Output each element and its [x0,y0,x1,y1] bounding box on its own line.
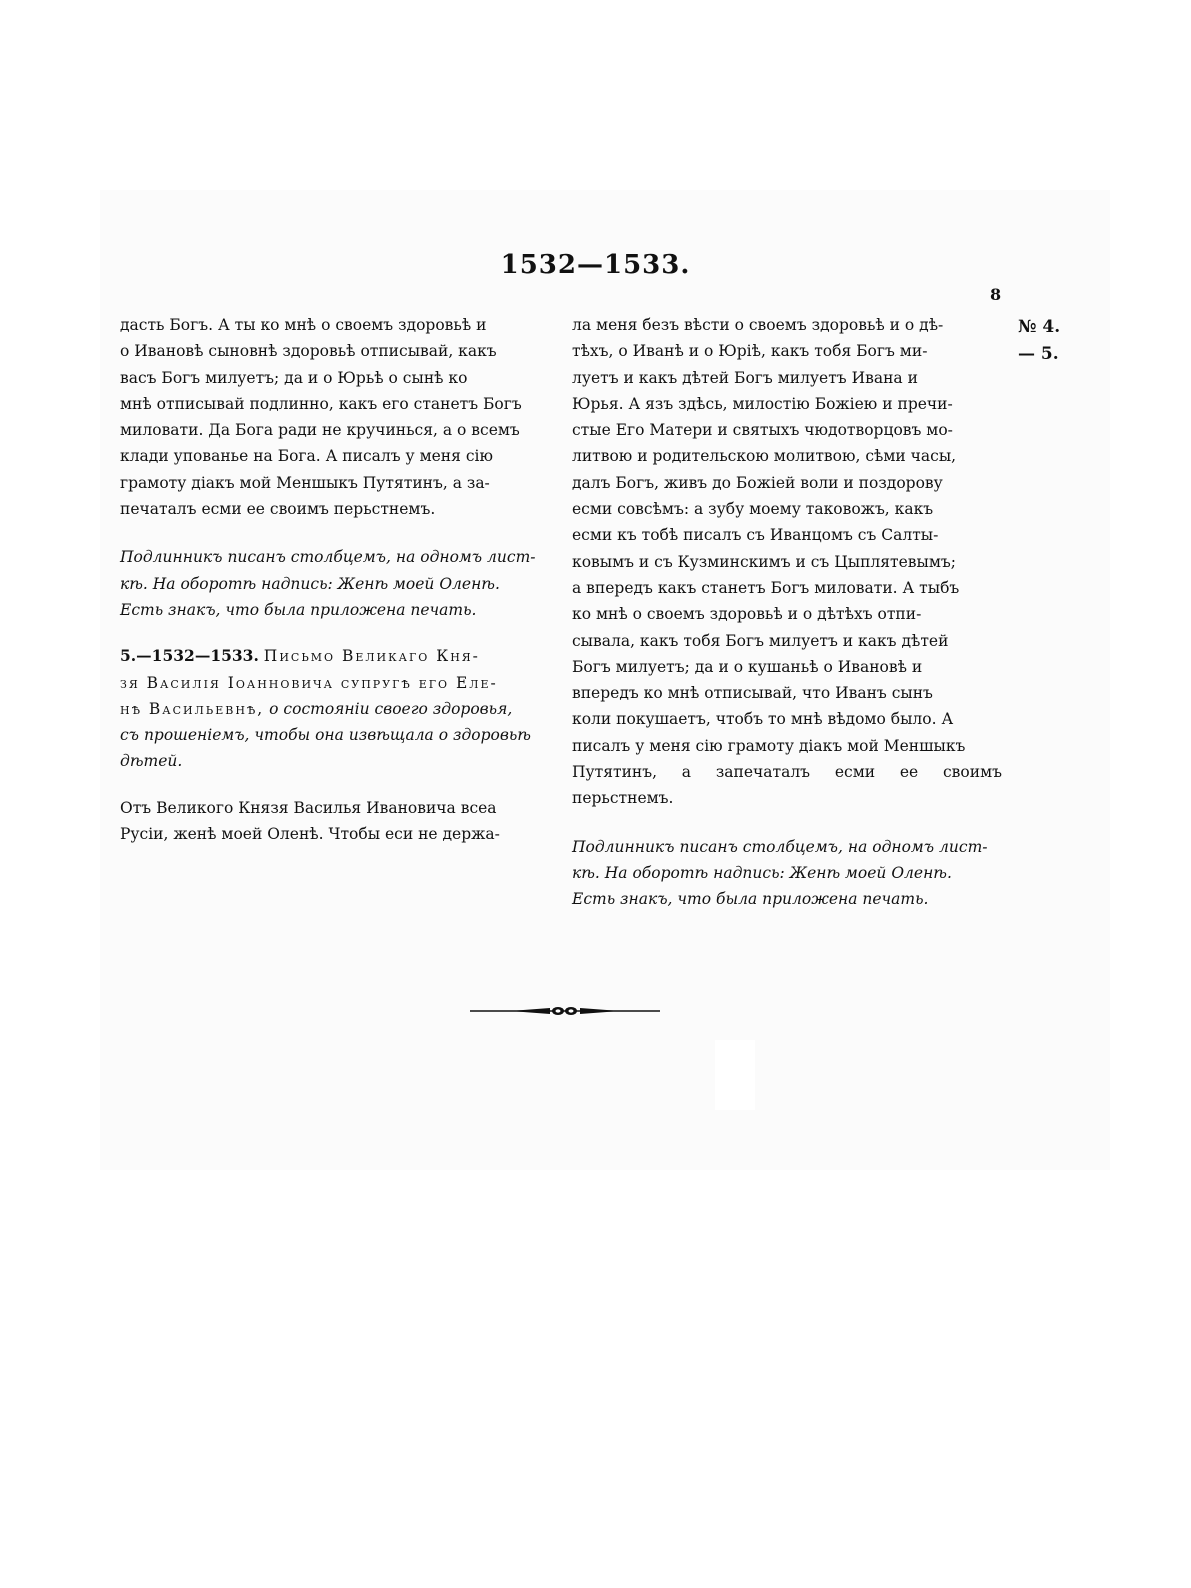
text-line: писалъ у меня сію грамоту діакъ мой Меншыкъ [572,736,966,755]
text-line: Отъ Великого Князя Василья Ивановича всеа [120,798,497,817]
document-summary-part: о состояніи своего здоровья, [269,699,513,718]
text-line: далъ Богъ, живъ до Божіей воли и поздорову [572,473,943,492]
text-line: грамоту діакъ мой Меншыкъ Путятинъ, а за- [120,473,490,492]
text-line: впередъ ко мнѣ отписывай, что Иванъ сынъ [572,684,933,703]
text-line: миловати. Да Бога ради не кручинься, а о всемъ [120,421,520,440]
text-line: ко мнѣ о своемъ здоровьѣ и о дѣтѣхъ отпи- [572,605,922,624]
text-line: Юрья. А язъ здѣсь, милостію Божіею и пречи- [572,394,953,413]
page-number: 8 [990,285,1002,304]
text-line: есми къ тобѣ писалъ съ Иванцомъ съ Салты- [572,526,939,545]
text-line: Русіи, женѣ моей Оленѣ. Чтобы еси не держа- [120,825,500,844]
margin-ref-item: № 4. [1018,317,1061,337]
text-line: есми совсѣмъ: а зубу моему таковожъ, какъ [572,500,934,519]
right-column [572,312,1002,913]
text-line: сывала, какъ тобя Богъ милуетъ и какъ дѣтей [572,631,949,650]
document-heading-line [120,696,550,722]
text-line: дасть Богъ. А ты ко мнѣ о своемъ здоровьѣ и [120,316,487,334]
text-line: печаталъ есми ее своимъ перьстнемъ. [120,500,436,519]
document-number: 5.—1532—1533. [120,646,259,666]
text-line: мнѣ отписывай подлинно, какъ его станетъ Богъ [120,394,522,413]
text-line: а впередъ какъ станетъ Богъ миловати. А тыбъ [572,578,960,597]
document-title-part: Письмо Великаго Кня- [263,647,480,666]
margin-ref-item: — 5. [1018,344,1059,364]
text-line: коли покушаетъ, чтобъ то мнѣ вѣдомо было. А [572,710,954,729]
running-header-years: 1532—1533. [500,250,691,280]
ornament-divider-icon [470,1004,660,1018]
archival-note-line: кѣ. На оборотѣ надпись: Женѣ моей Оленѣ. [120,574,500,593]
text-line: ковымъ и съ Кузминскимъ и съ Цыплятевымъ; [572,552,956,571]
document-summary-line: дѣтей. [120,752,183,771]
document-summary-line: съ прошеніемъ, чтобы она извѣщала о здоровьѣ [120,726,531,745]
archival-note-line: Подлинникъ писанъ столбцемъ, на одномъ лист- [120,548,536,567]
document-heading-line [120,643,550,669]
text-line: луетъ и какъ дѣтей Богъ милуетъ Ивана и [572,368,918,387]
text-line: тѣхъ, о Иванѣ и о Юріѣ, какъ тобя Богъ ми- [572,342,928,361]
text-line: ла меня безъ вѣсти о своемъ здоровьѣ и о дѣ- [572,316,944,334]
archival-note-line: Есть знакъ, что была приложена печать. [572,890,929,909]
scan-blank-patch [715,1040,755,1110]
text-line: Богъ милуетъ; да и о кушаньѣ о Ивановѣ и [572,657,923,676]
text-line: Путятинъ, а запечаталъ есми ее своимъ перьстнемъ. [572,763,1002,808]
archival-note-line: Подлинникъ писанъ столбцемъ, на одномъ лист- [572,837,988,856]
archival-note-line: Есть знакъ, что была приложена печать. [120,600,477,619]
text-line: васъ Богъ милуетъ; да и о Юрьѣ о сынѣ ко [120,368,468,387]
document-title-part: нѣ Васильевнѣ, [120,699,265,718]
text-line: литвою и родительскою молитвою, сѣми часы, [572,447,957,466]
document-title-line: зя Василія Іоанновича супругѣ его Еле- [120,673,498,692]
margin-references [1018,314,1060,368]
text-line: клади упованье на Бога. А писалъ у меня сію [120,447,493,466]
text-line: о Ивановѣ сыновнѣ здоровьѣ отписывай, какъ [120,342,497,361]
archival-note-line: кѣ. На оборотѣ надпись: Женѣ моей Оленѣ. [572,863,952,882]
left-column [120,312,550,847]
text-line: стые Его Матери и святыхъ чюдотворцовъ мо- [572,421,953,440]
